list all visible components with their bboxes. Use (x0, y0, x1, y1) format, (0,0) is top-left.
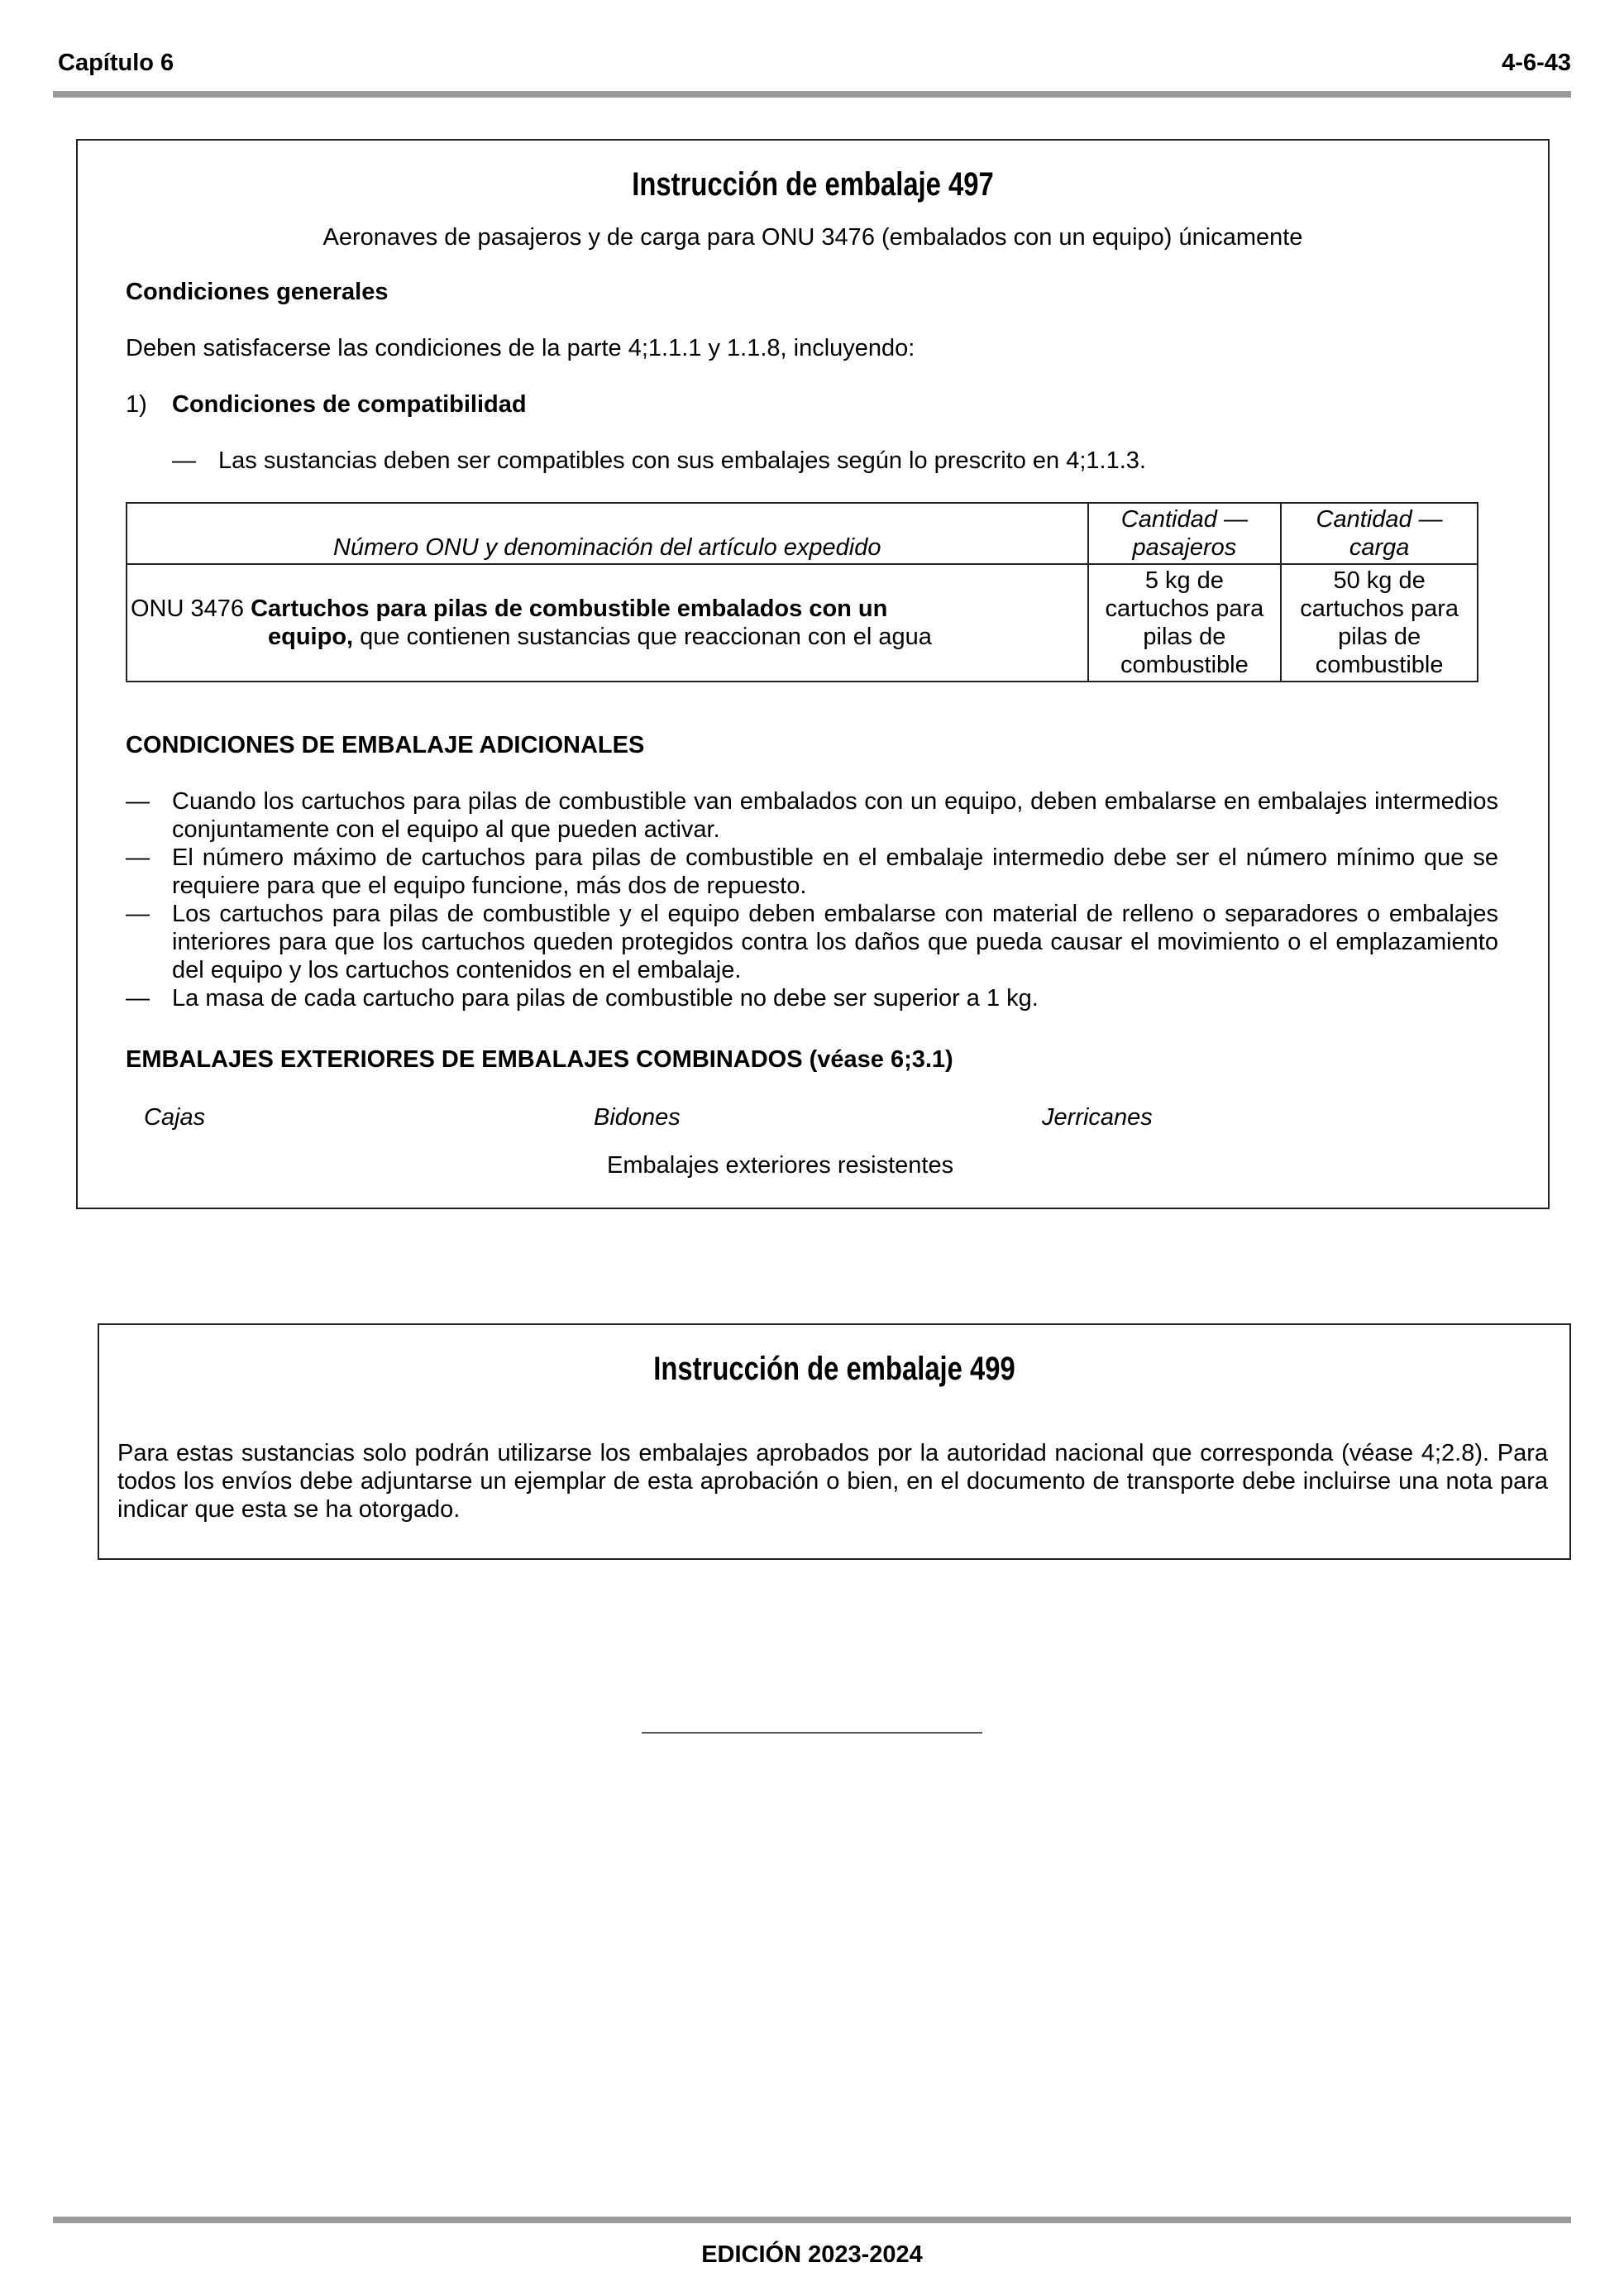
un-entry-cell (127, 564, 1088, 682)
compat-text: Las sustancias deben ser compatibles con sus embalajes según lo prescrito en 4;1.1.3. (218, 447, 1146, 474)
pi497-title: Instrucción de embalaje 497 (632, 166, 994, 203)
cargo-quantity: 50 kg de cartuchos para pilas de combustible (1281, 564, 1478, 682)
col-header-un-name: Número ONU y denominación del artículo expedido (127, 503, 1088, 564)
outer-type-boxes: Cajas (144, 1104, 206, 1131)
un-name-rest: que contienen sustancias que reaccionan con el agua (360, 624, 932, 650)
packing-instruction-499 (98, 1323, 1571, 1560)
bullet-text: La masa de cada cartucho para pilas de combustible no debe ser superior a 1 kg. (172, 985, 1039, 1012)
list-item (126, 844, 1498, 900)
packing-instruction-497 (76, 139, 1550, 1209)
outer-packagings-heading: EMBALAJES EXTERIORES DE EMBALAJES COMBINADOS (véase 6;3.1) (126, 1046, 953, 1073)
additional-conditions-heading: CONDICIONES DE EMBALAJE ADICIONALES (126, 732, 645, 758)
pi497-subtitle: Aeronaves de pasajeros y de carga para ONU 3476 (embalados con un equipo) únicamente (322, 224, 1303, 251)
list-item (126, 787, 1498, 844)
pi499-text: Para estas sustancias solo podrán utilizarse los embalajes aprobados por la autoridad nacional que corresponda (véase 4;2.8). Para todos los envíos debe adjuntarse un ejemplar de esta aprobación o bien, en el documento de transporte debe incluirse una nota para indicar que esta se ha otorgado. (117, 1440, 1548, 1523)
footer-rule (53, 2217, 1571, 2223)
list-item (126, 984, 1498, 1012)
outer-type-jerricans: Jerricanes (1042, 1104, 1153, 1131)
table-row (127, 564, 1478, 682)
un-name-bold-1: Cartuchos para pilas de combustible embalados con un (251, 596, 888, 622)
un-number: ONU 3476 (131, 596, 245, 622)
col-header-cargo: Cantidad — carga (1281, 503, 1478, 564)
bullet-dash: — (126, 844, 150, 871)
col-header-passenger: Cantidad — pasajeros (1088, 503, 1282, 564)
edition-label: EDICIÓN 2023-2024 (701, 2241, 923, 2268)
header-rule (53, 91, 1571, 98)
compat-heading: Condiciones de compatibilidad (172, 391, 527, 418)
end-of-section-rule (642, 1732, 982, 1734)
table-header-row (127, 503, 1478, 564)
general-conditions-heading: Condiciones generales (126, 279, 389, 305)
un-quantity-table (126, 502, 1478, 682)
bullet-text: Los cartuchos para pilas de combustible y el equipo deben embalarse con material de relleno o separadores o embalajes interiores para que los cartuchos queden protegidos contra los daños que pueda causar el movimiento o el emplazamiento del equipo y los cartuchos contenidos en el embalaje. (172, 901, 1498, 983)
compat-dash: — (172, 447, 196, 474)
chapter-label: Capítulo 6 (58, 50, 174, 76)
outer-type-drums: Bidones (594, 1104, 681, 1131)
un-name-bold-2: equipo, (268, 624, 354, 650)
bullet-dash: — (126, 901, 150, 927)
general-conditions-text: Deben satisfacerse las condiciones de la parte 4;1.1.1 y 1.1.8, incluyendo: (126, 335, 915, 361)
bullet-text: Cuando los cartuchos para pilas de combustible van embalados con un equipo, deben embalarse en embalajes intermedios conjuntamente con el equipo al que pueden activar. (172, 788, 1498, 843)
bullet-dash: — (126, 985, 150, 1012)
bullet-dash: — (126, 788, 150, 815)
compat-number: 1) (126, 391, 147, 418)
passenger-quantity: 5 kg de cartuchos para pilas de combustible (1088, 564, 1282, 682)
list-item (126, 900, 1498, 984)
outer-packagings-note: Embalajes exteriores resistentes (607, 1152, 954, 1179)
page-number: 4-6-43 (1502, 50, 1571, 76)
bullet-text: El número máximo de cartuchos para pilas de combustible en el embalaje intermedio debe ser el número mínimo que se requiere para que el equipo funcione, más dos de repuesto. (172, 844, 1498, 899)
pi499-title: Instrucción de embalaje 499 (653, 1351, 1015, 1387)
